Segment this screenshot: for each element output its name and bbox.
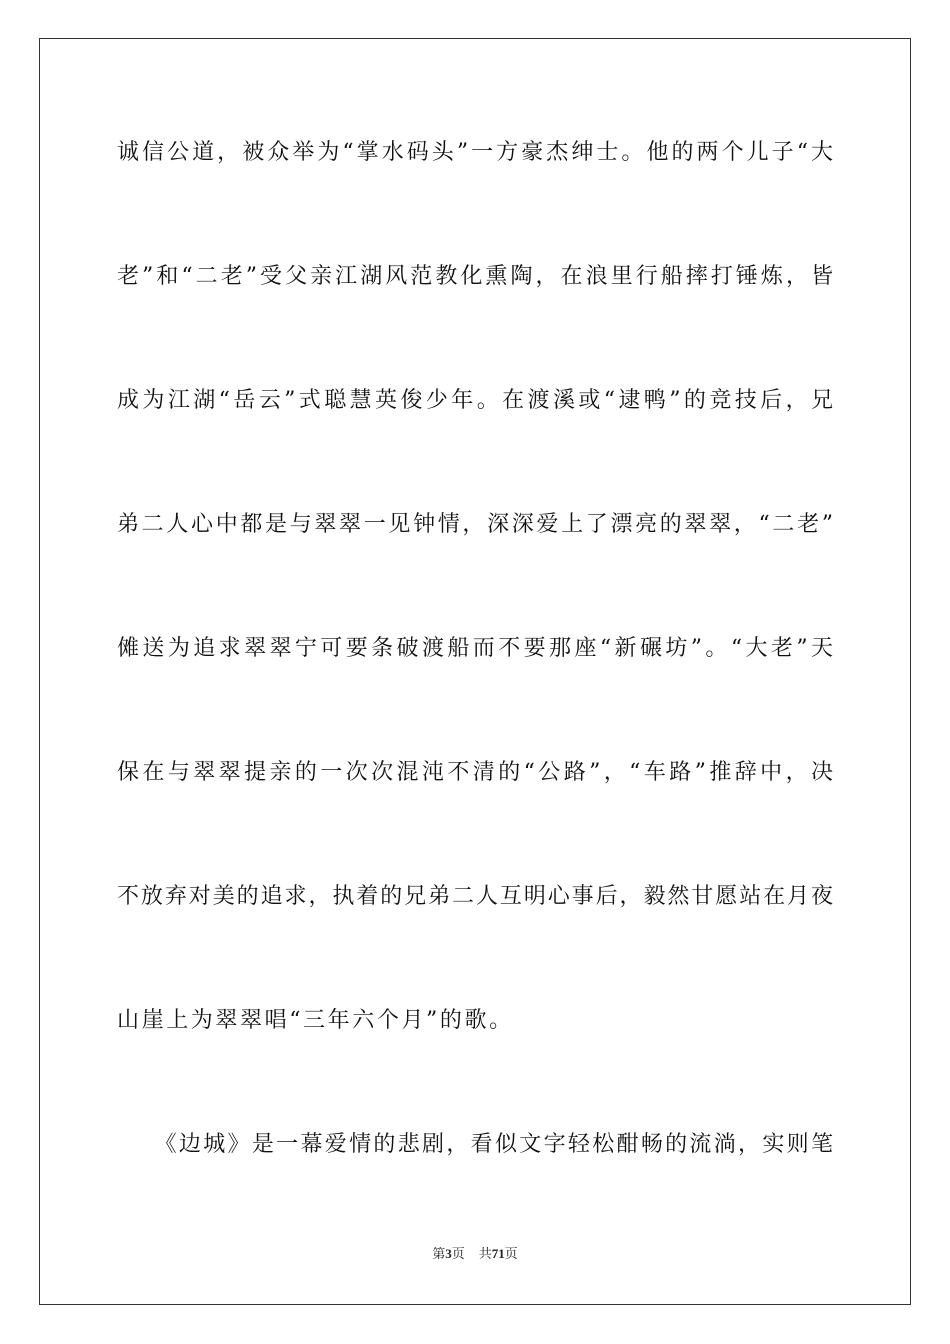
paragraph-line: 山崖上为翠翠唱“三年六个月”的歌。 bbox=[117, 1008, 514, 1033]
total-pages-label bbox=[479, 1245, 518, 1263]
paragraph-line: 成为江湖“岳云”式聪慧英俊少年。在渡溪或“逮鸭”的竞技后，兄 bbox=[117, 388, 833, 413]
paragraph-line: 《边城》是一幕爱情的悲剧，看似文字轻松酣畅的流淌，实则笔 bbox=[117, 1132, 833, 1157]
page-number-label bbox=[432, 1245, 465, 1263]
paragraph-line: 保在与翠翠提亲的一次次混沌不清的“公路”，“车路”推辞中，决 bbox=[117, 760, 833, 785]
paragraph-line: 傩送为追求翠翠宁可要条破渡船而不要那座“新碾坊”。“大老”天 bbox=[117, 636, 833, 661]
total-pages: 71 bbox=[491, 1246, 505, 1261]
page-prefix: 第 bbox=[432, 1246, 446, 1261]
paragraph-line: 弟二人心中都是与翠翠一见钟情，深深爱上了漂亮的翠翠，“二老” bbox=[117, 512, 833, 537]
total-suffix: 页 bbox=[504, 1246, 518, 1261]
page-frame bbox=[39, 38, 911, 1305]
page-suffix: 页 bbox=[451, 1246, 465, 1261]
paragraph-line: 老”和“二老”受父亲江湖风范教化熏陶，在浪里行船摔打锤炼，皆 bbox=[117, 264, 833, 289]
page-number: 3 bbox=[445, 1246, 452, 1261]
paragraph-line: 不放弃对美的追求，执着的兄弟二人互明心事后，毅然甘愿站在月夜 bbox=[117, 884, 833, 909]
page-footer bbox=[0, 1245, 950, 1263]
total-prefix: 共 bbox=[478, 1246, 492, 1261]
paragraph-line: 诚信公道，被众举为“掌水码头”一方豪杰绅士。他的两个儿子“大 bbox=[117, 140, 833, 165]
